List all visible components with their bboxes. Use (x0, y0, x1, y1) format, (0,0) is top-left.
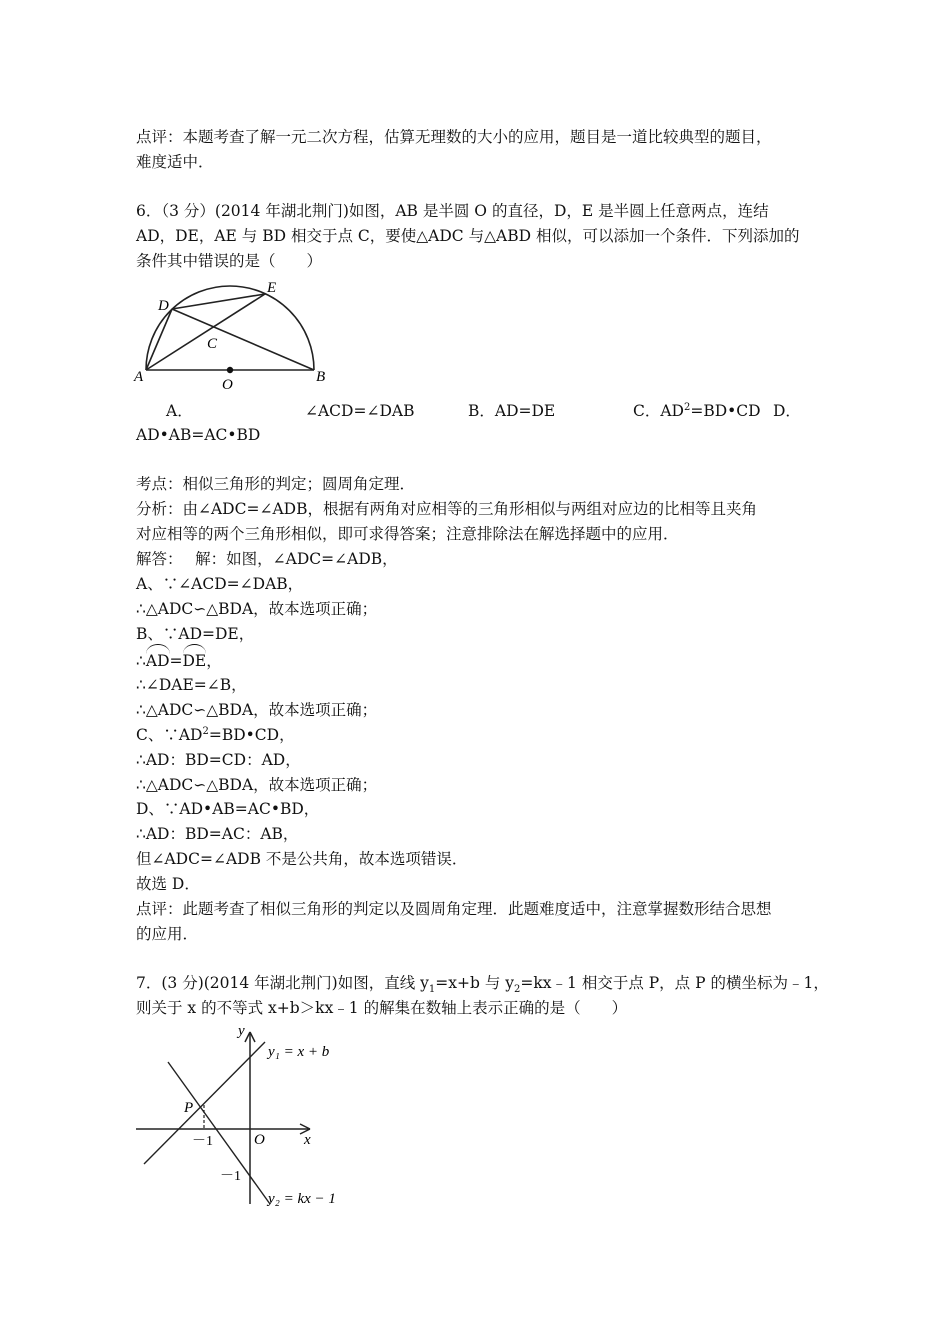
solution-step-12: 但∠ADC=∠ADB 不是公共角，故本选项错误． (136, 850, 468, 868)
label-O: O (222, 377, 233, 393)
dianping-line-1: 点评：此题考查了相似三角形的判定以及圆周角定理．此题难度适中，注意掌握数形结合思想 (136, 900, 772, 918)
label-y2-equation: y₂ = kx − 1 (268, 1191, 336, 1207)
x-axis-label: x (304, 1132, 311, 1148)
option-d-label: D． (773, 402, 801, 420)
solution-step-13: 故选 D． (136, 875, 200, 893)
kaodian: 考点：相似三角形的判定；圆周角定理． (136, 475, 416, 493)
label-P: P (184, 1100, 194, 1116)
option-d-text: AD•AB=AC•BD (136, 426, 261, 444)
q6-semicircle-figure (128, 276, 338, 394)
q7-graph-figure (128, 1022, 358, 1212)
y-axis-label: y (238, 1023, 245, 1039)
option-a-label: A． (166, 402, 193, 420)
q6-stem-line-1: 6．（3 分）(2014 年湖北荆门)如图，AB 是半圆 O 的直径，D，E 是半圆上任意两点，连结 (136, 202, 769, 220)
arc-ad: AD (146, 649, 170, 674)
solution-step-3: B、∵AD=DE， (136, 625, 255, 643)
solution-step-2: ∴△ADC∽△BDA，故本选项正确； (136, 600, 378, 618)
arc-de: DE (183, 649, 207, 674)
label-neg1-x: －1 (192, 1134, 213, 1149)
q6-stem-line-2: AD，DE，AE 与 BD 相交于点 C，要使△ADC 与△ABD 相似，可以添加一个条件．下列添加的 (136, 227, 800, 245)
solution-step-10: D、∵AD•AB=AC•BD， (136, 800, 320, 818)
label-D: D (158, 298, 169, 314)
option-a-text: ∠ACD=∠DAB (305, 402, 415, 420)
solution-step-11: ∴AD：BD=AC：AB， (136, 825, 299, 843)
comment-line-2: 难度适中． (136, 153, 214, 171)
q6-stem-line-3: 条件其中错误的是（ ） (136, 252, 323, 270)
label-neg1-y: －1 (220, 1169, 241, 1184)
label-y1-equation: y₁ = x + b (268, 1044, 330, 1060)
label-A: A (134, 369, 144, 385)
solution-step-4: ∴AD=DE， (136, 649, 222, 674)
fenxi-line-1: 分析：由∠ADC=∠ADB，根据有两角对应相等的三角形相似与两组对应边的比相等且夹角 (136, 500, 757, 518)
label-B: B (316, 369, 326, 385)
jieda: 解答： 解：如图，∠ADC=∠ADB， (136, 550, 398, 568)
solution-step-6: ∴△ADC∽△BDA，故本选项正确； (136, 701, 378, 719)
label-E: E (267, 280, 277, 296)
option-c: C．$AD^2=BD•CD$ (633, 401, 761, 420)
solution-step-9: ∴△ADC∽△BDA，故本选项正确； (136, 776, 378, 794)
solution-step-8: ∴AD：BD=CD：AD， (136, 751, 301, 769)
q7-stem-line-1: 7．(3 分)(2014 年湖北荆门)如图，直线 $y_1=x+b$ 与 $y_2=kx﹣1$ 相交于点 P，点 P 的横坐标为﹣1， (136, 974, 829, 996)
origin-label: O (254, 1132, 265, 1148)
dianping-line-2: 的应用． (136, 925, 199, 943)
solution-step-7: C、$\because AD^2=BD•CD$， (136, 725, 295, 744)
q7-stem-line-2: 则关于 x 的不等式 x+b＞kx﹣1 的解集在数轴上表示正确的是（ ） (136, 999, 628, 1017)
solution-step-1: A、∵∠ACD=∠DAB， (136, 575, 304, 593)
label-C: C (207, 336, 218, 352)
fenxi-line-2: 对应相等的两个三角形相似，即可求得答案；注意排除法在解选择题中的应用． (136, 525, 679, 543)
solution-step-5: ∴∠DAE=∠B， (136, 676, 247, 694)
comment-line-1: 点评：本题考查了解一元二次方程，估算无理数的大小的应用，题目是一道比较典型的题目， (136, 128, 772, 146)
option-b: B．AD=DE (468, 402, 556, 420)
